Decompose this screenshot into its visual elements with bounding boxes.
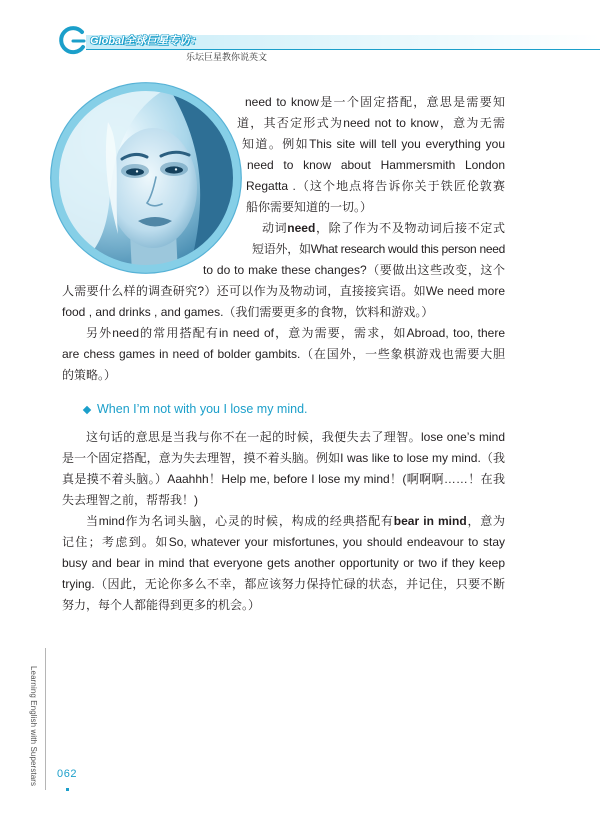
text-line [262, 218, 505, 239]
page-number-dot [66, 788, 69, 791]
diamond-icon [83, 405, 91, 413]
text-line: 知道。例如This site will tell you everything you [242, 137, 505, 151]
text-line: 努力，每个人都能得到更多的机会。） [62, 598, 261, 612]
text-line: need to know是一个固定搭配，意思是需要知 [245, 95, 505, 109]
header-rule [86, 49, 600, 50]
text-line: 人需要什么样的调查研究?）还可以作为及物动词，直接接宾语。如We need more [62, 284, 505, 298]
text-line: 失去理智之前，帮帮我！) [62, 493, 198, 507]
book-side-label: Learning English with Superstars [29, 666, 38, 787]
text-line: busy and bear in mind that everyone gets another opportunity or two if they keep [62, 556, 505, 570]
series-brand: Global [90, 35, 125, 47]
series-title [90, 34, 201, 48]
text-line: trying.（因此，无论你多么不幸，都应该努力保持忙碌的状态，并记住，只要不断 [62, 577, 505, 591]
text-line: need to know about Hammersmith London [247, 158, 505, 172]
paragraph [62, 92, 505, 218]
text-segment: 当mind作为名词头脑，心灵的时候，构成的经典搭配有 [86, 514, 394, 528]
text-line: 是一个固定搭配，意为失去理智，摸不着头脑。例如I was like to lose my mind.（我 [62, 451, 505, 465]
side-rule [45, 648, 46, 790]
bold-term: bear in mind [393, 514, 467, 528]
text-line: 船你需要知道的一切。） [246, 200, 373, 214]
text-line: to do to make these changes?（要做出这些改变，这个 [203, 263, 505, 277]
text-line: are chess games in need of bolder gambits.（在国外，一些象棋游戏也需要大胆 [62, 347, 505, 361]
page-number: 062 [57, 768, 78, 780]
series-name: 全球巨星专访： [124, 35, 202, 47]
paragraph [62, 323, 505, 386]
text-line: 另外need的常用搭配有in need of，意为需要，需求，如Abroad, too, there [86, 326, 505, 340]
paragraph [62, 427, 505, 511]
text-line: 真是摸不着头脑。）Aaahhh！Help me, before I lose my mind！(啊啊啊……！在我 [62, 472, 505, 486]
bold-term: need [287, 221, 316, 235]
section-heading [82, 399, 505, 420]
text-segment: ，除了作为不及物动词后接不定式 [315, 221, 505, 235]
series-subtitle: 乐坛巨星教你说英文 [186, 52, 268, 62]
text-line: 记住；考虑到。如So, whatever your misfortunes, you should endeavour to stay [62, 535, 505, 549]
text-line: Regatta .（这个地点将告诉你关于铁匠伦敦赛 [246, 179, 505, 193]
text-line: food , and drinks , and games.（我们需要更多的食物，饮料和游戏。） [62, 305, 434, 319]
text-line: 的策略。） [62, 368, 117, 382]
text-segment: ，意为 [466, 514, 505, 528]
paragraph [62, 218, 505, 323]
text-line: 这句话的意思是当我与你不在一起的时候，我便失去了理智。lose one’s mind [86, 430, 505, 444]
text-segment: 动词 [262, 221, 288, 235]
text-line: 短语外，如What research would this person need [252, 242, 505, 256]
global-swirl-logo-icon [58, 24, 88, 56]
text-line: 道，其否定形式为need not to know，意为无需 [237, 116, 505, 130]
section-heading-text: When I’m not with you I lose my mind. [97, 402, 308, 416]
paragraph [62, 511, 505, 616]
text-line [86, 511, 505, 532]
article-body [62, 92, 505, 616]
